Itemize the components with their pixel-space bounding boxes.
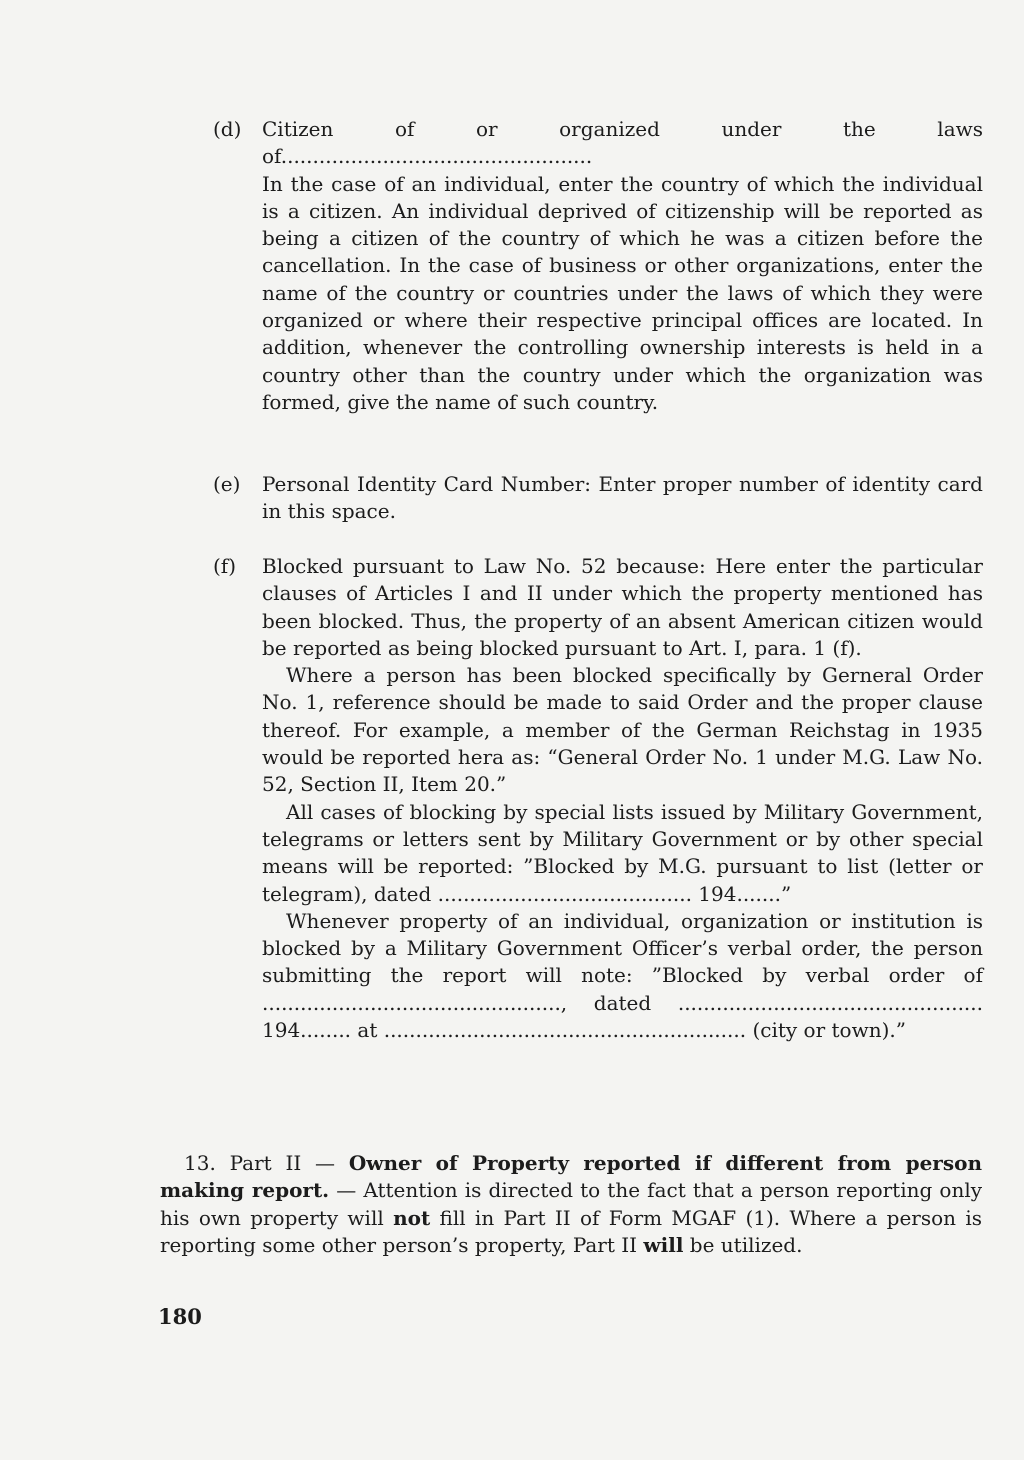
item-e [213,471,983,526]
item-f-paragraph-4: Whenever property of an individual, organization or institution is blocked by a Military Government Officer’s verbal order, the person submitting the report will note: ”Blocked by verbal order of ..............................................., dated ................................................ 194........ at ......................................................... (city or town).” [262,908,983,1043]
item-d-heading: Citizen of or organized under the laws of................................................. [262,117,983,169]
item-f-paragraph-1: Blocked pursuant to Law No. 52 because: Here enter the particular clauses of Articles I and II under which the property mentioned has been blocked. Thus, the property of an absent American citizen would be reported as being blocked pursuant to Art. I, para. 1 (f). [262,554,983,660]
item-e-marker: (e) [213,472,241,496]
item-f-paragraph-3: All cases of blocking by special lists issued by Military Government, telegrams or letters sent by Military Government or by other special means will be reported: ”Blocked by M.G. pursuant to list (letter or telegram), dated ........................................ 194.......” [262,799,983,906]
item-d-body [262,116,983,416]
item-e-text: Personal Identity Card Number: Enter proper number of identity card in this space. [262,472,983,524]
item-f-body [262,553,983,1044]
section-13-text-b: fill in Part II of Form MGAF (1). Where a person is reporting some other person’s property, Part II [160,1205,983,1257]
item-d-text: In the case of an individual, enter the country of which the individual is a citizen. An individual deprived of citizenship will be reported as being a citizen of the country of which he was a citizen before the cancellation. In the case of business or other organizations, enter the name of the country or countries under the laws of which they were organized or where their respective principal offices are located. In addition, whenever the controlling ownership interests is held in a country other than the country under which the organization was formed, give the name of such country. [262,171,983,414]
section-13-will: will [643,1232,684,1257]
section-13-text-a: — Attention is directed to the fact that a person reporting only his own property will [160,1178,983,1230]
item-f-paragraph-2: Where a person has been blocked specifically by Gerneral Order No. 1, reference should be made to said Order and the proper clause thereof. For example, a member of the German Reichstag in 1935 would be reported hera as: “General Order No. 1 under M.G. Law No. 52, Section II, Item 20.” [262,663,983,797]
item-d [213,116,983,416]
section-13-text-c: be utilized. [689,1232,803,1257]
section-13-number: 13. Part II — [184,1151,336,1175]
section-13 [160,1150,982,1259]
item-f [213,553,983,1044]
item-f-marker: (f) [213,554,237,578]
item-e-body [262,471,983,526]
item-d-marker: (d) [213,117,242,141]
page-number: 180 [158,1304,202,1329]
section-13-heading: Owner of Property reported if different from person making report. [160,1151,982,1203]
section-13-not: not [393,1205,431,1230]
